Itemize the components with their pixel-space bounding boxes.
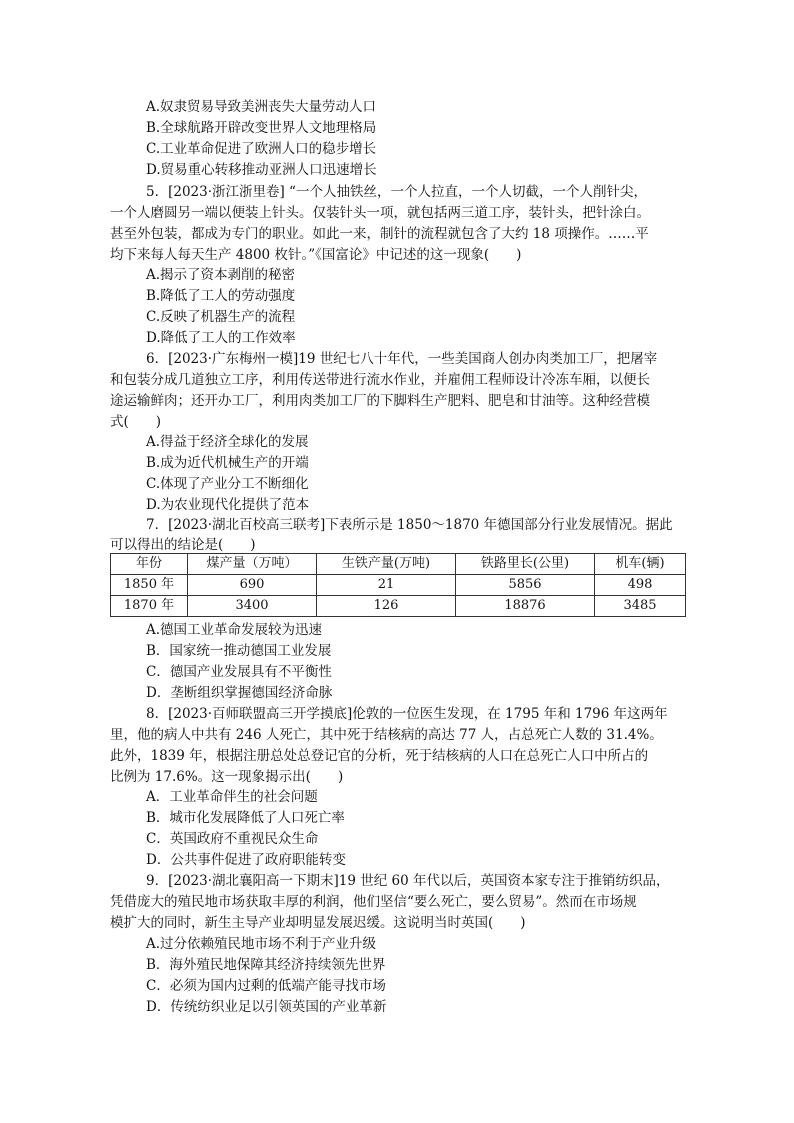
- q6-option-c: C.体现了产业分工不断细化: [146, 476, 309, 492]
- table-cell: 690: [188, 575, 317, 596]
- q8-stem-line-2: 里，他的病人中共有 246 人死亡，其中死于结核病的高达 77 人，占总死亡人数的 31.4%。: [110, 727, 663, 743]
- q5-option-d: D.降低了工人的工作效率: [146, 330, 296, 346]
- q9-stem-line-1: 9．[2023·湖北襄阳高一下期末]19 世纪 60 年代以后，英国资本家专注于推销纺织品，: [146, 873, 670, 889]
- q5-option-a: A.揭示了资本剥削的秘密: [146, 267, 296, 283]
- q5-stem-line-3: 甚至外包装，都成为专门的职业。如此一来，制针的流程就包含了大约 18 项操作。……平: [110, 226, 649, 242]
- q7-data-table: [110, 553, 686, 617]
- q5-stem-line-1: 5．[2023·浙江浙里卷] “一个人抽铁丝，一个人拉直，一个人切截，一个人削针尖，: [146, 184, 647, 200]
- table-cell: 21: [317, 575, 456, 596]
- q7-stem-line-1: 7．[2023·湖北百校高三联考]下表所示是 1850～1870 年德国部分行业发展情况。据此: [146, 517, 673, 533]
- q9-option-c: C．必须为国内过剩的低端产能寻找市场: [146, 978, 386, 994]
- q4-option-a: A.奴隶贸易导致美洲丧失大量劳动人口: [146, 99, 377, 115]
- q5-stem-line-4: 均下来每人每天生产 4800 枚针。”《国富论》中记述的这一现象( ): [110, 247, 522, 263]
- table-header-cell: 煤产量（万吨）: [188, 554, 317, 575]
- q8-stem-line-4: 比例为 17.6%。这一现象揭示出( ): [110, 769, 344, 785]
- table-cell: 5856: [456, 575, 595, 596]
- q8-option-d: D．公共事件促进了政府职能转变: [146, 852, 346, 868]
- q5-stem-line-2: 一个人磨圆另一端以便装上针头。仅装针头一项，就包括两三道工序，装针头，把针涂白。: [110, 205, 650, 221]
- q7-option-c: C．德国产业发展具有不平衡性: [146, 664, 332, 680]
- table-header-cell: 机车(辆): [595, 554, 686, 575]
- q9-option-d: D．传统纺织业足以引领英国的产业革新: [146, 999, 387, 1015]
- table-cell: 18876: [456, 596, 595, 617]
- q5-option-c: C.反映了机器生产的流程: [146, 309, 296, 325]
- q8-stem-line-3: 此外，1839 年，根据注册总处总登记官的分析，死于结核病的人口在总死亡人口中所占的: [110, 748, 649, 764]
- q9-option-a: A.过分依赖殖民地市场不利于产业升级: [146, 936, 377, 952]
- table-row: [111, 596, 686, 617]
- table-cell: 498: [595, 575, 686, 596]
- q8-option-c: C．英国政府不重视民众生命: [146, 831, 319, 847]
- q6-stem-line-4: 式( ): [110, 414, 162, 430]
- table-row: [111, 575, 686, 596]
- q8-option-b: B．城市化发展降低了人口死亡率: [146, 810, 345, 826]
- q9-stem-line-3: 模扩大的同时，新生主导产业却明显发展迟缓。这说明当时英国( ): [110, 915, 526, 931]
- table-cell: 126: [317, 596, 456, 617]
- q6-option-b: B.成为近代机械生产的开端: [146, 455, 309, 471]
- table-header-cell: 铁路里长(公里): [456, 554, 595, 575]
- q6-stem-line-1: 6．[2023·广东梅州一模]19 世纪七八十年代，一些美国商人创办肉类加工厂，把屠宰: [146, 351, 658, 367]
- q5-option-b: B.降低了工人的劳动强度: [146, 288, 296, 304]
- q9-option-b: B．海外殖民地保障其经济持续领先世界: [146, 957, 386, 973]
- table-cell: 1850 年: [111, 575, 188, 596]
- q8-option-a: A．工业革命伴生的社会问题: [146, 789, 318, 805]
- q7-option-d: D．垄断组织掌握德国经济命脉: [146, 685, 333, 701]
- table-cell: 1870 年: [111, 596, 188, 617]
- q7-option-a: A.德国工业革命发展较为迅速: [146, 622, 323, 638]
- table-header-cell: 生铁产量(万吨): [317, 554, 456, 575]
- table-header-cell: 年份: [111, 554, 188, 575]
- q6-stem-line-2: 和包装分成几道独立工序，利用传送带进行流水作业，并雇佣工程师设计冷冻车厢，以便长: [110, 372, 650, 388]
- q4-option-c: C.工业革命促进了欧洲人口的稳步增长: [146, 141, 377, 157]
- q7-stem-line-2: 可以得出的结论是( ): [110, 537, 256, 553]
- q7-option-b: B．国家统一推动德国工业发展: [146, 643, 332, 659]
- q9-stem-line-2: 凭借庞大的殖民地市场获取丰厚的利润，他们坚信“要么死亡，要么贸易”。然而在市场规: [110, 894, 637, 910]
- table-cell: 3485: [595, 596, 686, 617]
- q6-option-a: A.得益于经济全球化的发展: [146, 434, 309, 450]
- q4-option-b: B.全球航路开辟改变世界人文地理格局: [146, 120, 377, 136]
- q6-option-d: D.为农业现代化提供了范本: [146, 497, 310, 513]
- table-header-row: [111, 554, 686, 575]
- table-cell: 3400: [188, 596, 317, 617]
- q4-option-d: D.贸易重心转移推动亚洲人口迅速增长: [146, 162, 377, 178]
- q8-stem-line-1: 8．[2023·百师联盟高三开学摸底]伦敦的一位医生发现，在 1795 年和 1796 年这两年: [146, 706, 668, 722]
- q6-stem-line-3: 途运输鲜肉；还开办工厂，利用肉类加工厂的下脚料生产肥料、肥皂和甘油等。这种经营模: [110, 393, 650, 409]
